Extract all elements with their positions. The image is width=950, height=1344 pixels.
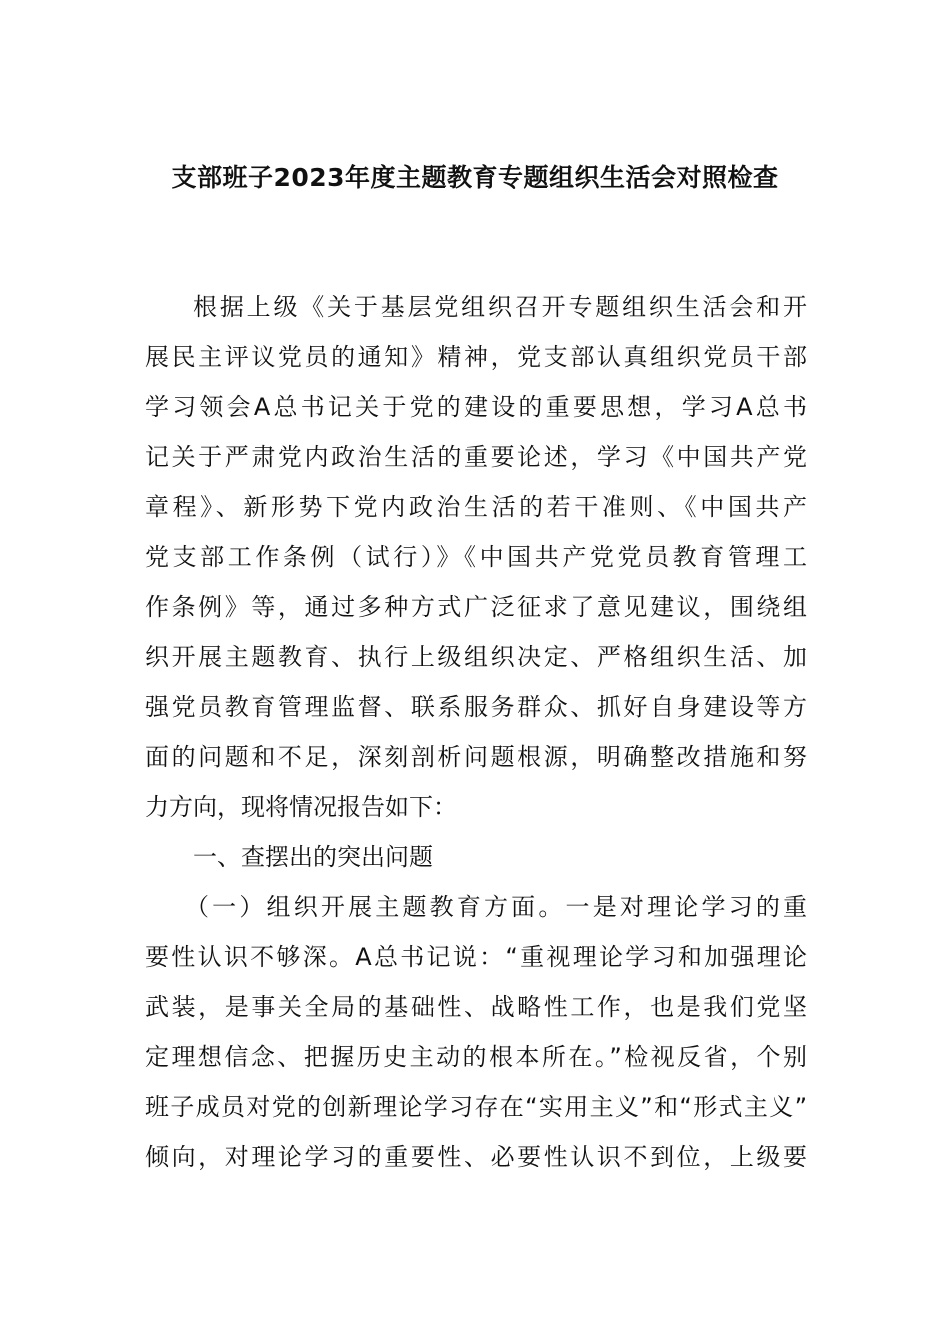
paragraph-line: 班子成员对党的创新理论学习存在“实用主义”和“形式主义”: [145, 1093, 807, 1121]
document-title: 支部班子2023年度主题教育专题组织生活会对照检查: [171, 163, 779, 192]
paragraph-line: 织开展主题教育、执行上级组织决定、严格组织生活、加: [145, 643, 807, 671]
paragraph-line: 作条例》等，通过多种方式广泛征求了意见建议，围绕组: [145, 593, 807, 621]
paragraph-line: 力方向，现将情况报告如下：: [145, 793, 457, 821]
section-heading: 一、查摆出的突出问题: [193, 843, 433, 871]
paragraph-line: 记关于严肃党内政治生活的重要论述，学习《中国共产党: [145, 443, 807, 471]
document-body: [145, 282, 807, 1182]
paragraph-line: 面的问题和不足，深刻剖析问题根源，明确整改措施和努: [145, 743, 807, 771]
paragraph-line: 党支部工作条例（试行）》《中国共产党党员教育管理工: [145, 543, 807, 571]
paragraph-line: 展民主评议党员的通知》精神，党支部认真组织党员干部: [145, 343, 807, 371]
paragraph-line: 根据上级《关于基层党组织召开专题组织生活会和开: [193, 293, 807, 321]
paragraph-line: 倾向，对理论学习的重要性、必要性认识不到位，上级要: [145, 1143, 807, 1171]
paragraph-line: 定理想信念、把握历史主动的根本所在。”检视反省，个别: [145, 1043, 807, 1071]
paragraph-line: 学习领会A总书记关于党的建设的重要思想，学习A总书: [145, 393, 807, 421]
paragraph-line: （一）组织开展主题教育方面。一是对理论学习的重: [185, 893, 807, 921]
paragraph-line: 武装，是事关全局的基础性、战略性工作，也是我们党坚: [145, 993, 807, 1021]
paragraph-line: 强党员教育管理监督、联系服务群众、抓好自身建设等方: [145, 693, 807, 721]
paragraph-line: 章程》、新形势下党内政治生活的若干准则、《中国共产: [145, 493, 807, 521]
paragraph-line: 要性认识不够深。A总书记说：“重视理论学习和加强理论: [145, 943, 807, 971]
